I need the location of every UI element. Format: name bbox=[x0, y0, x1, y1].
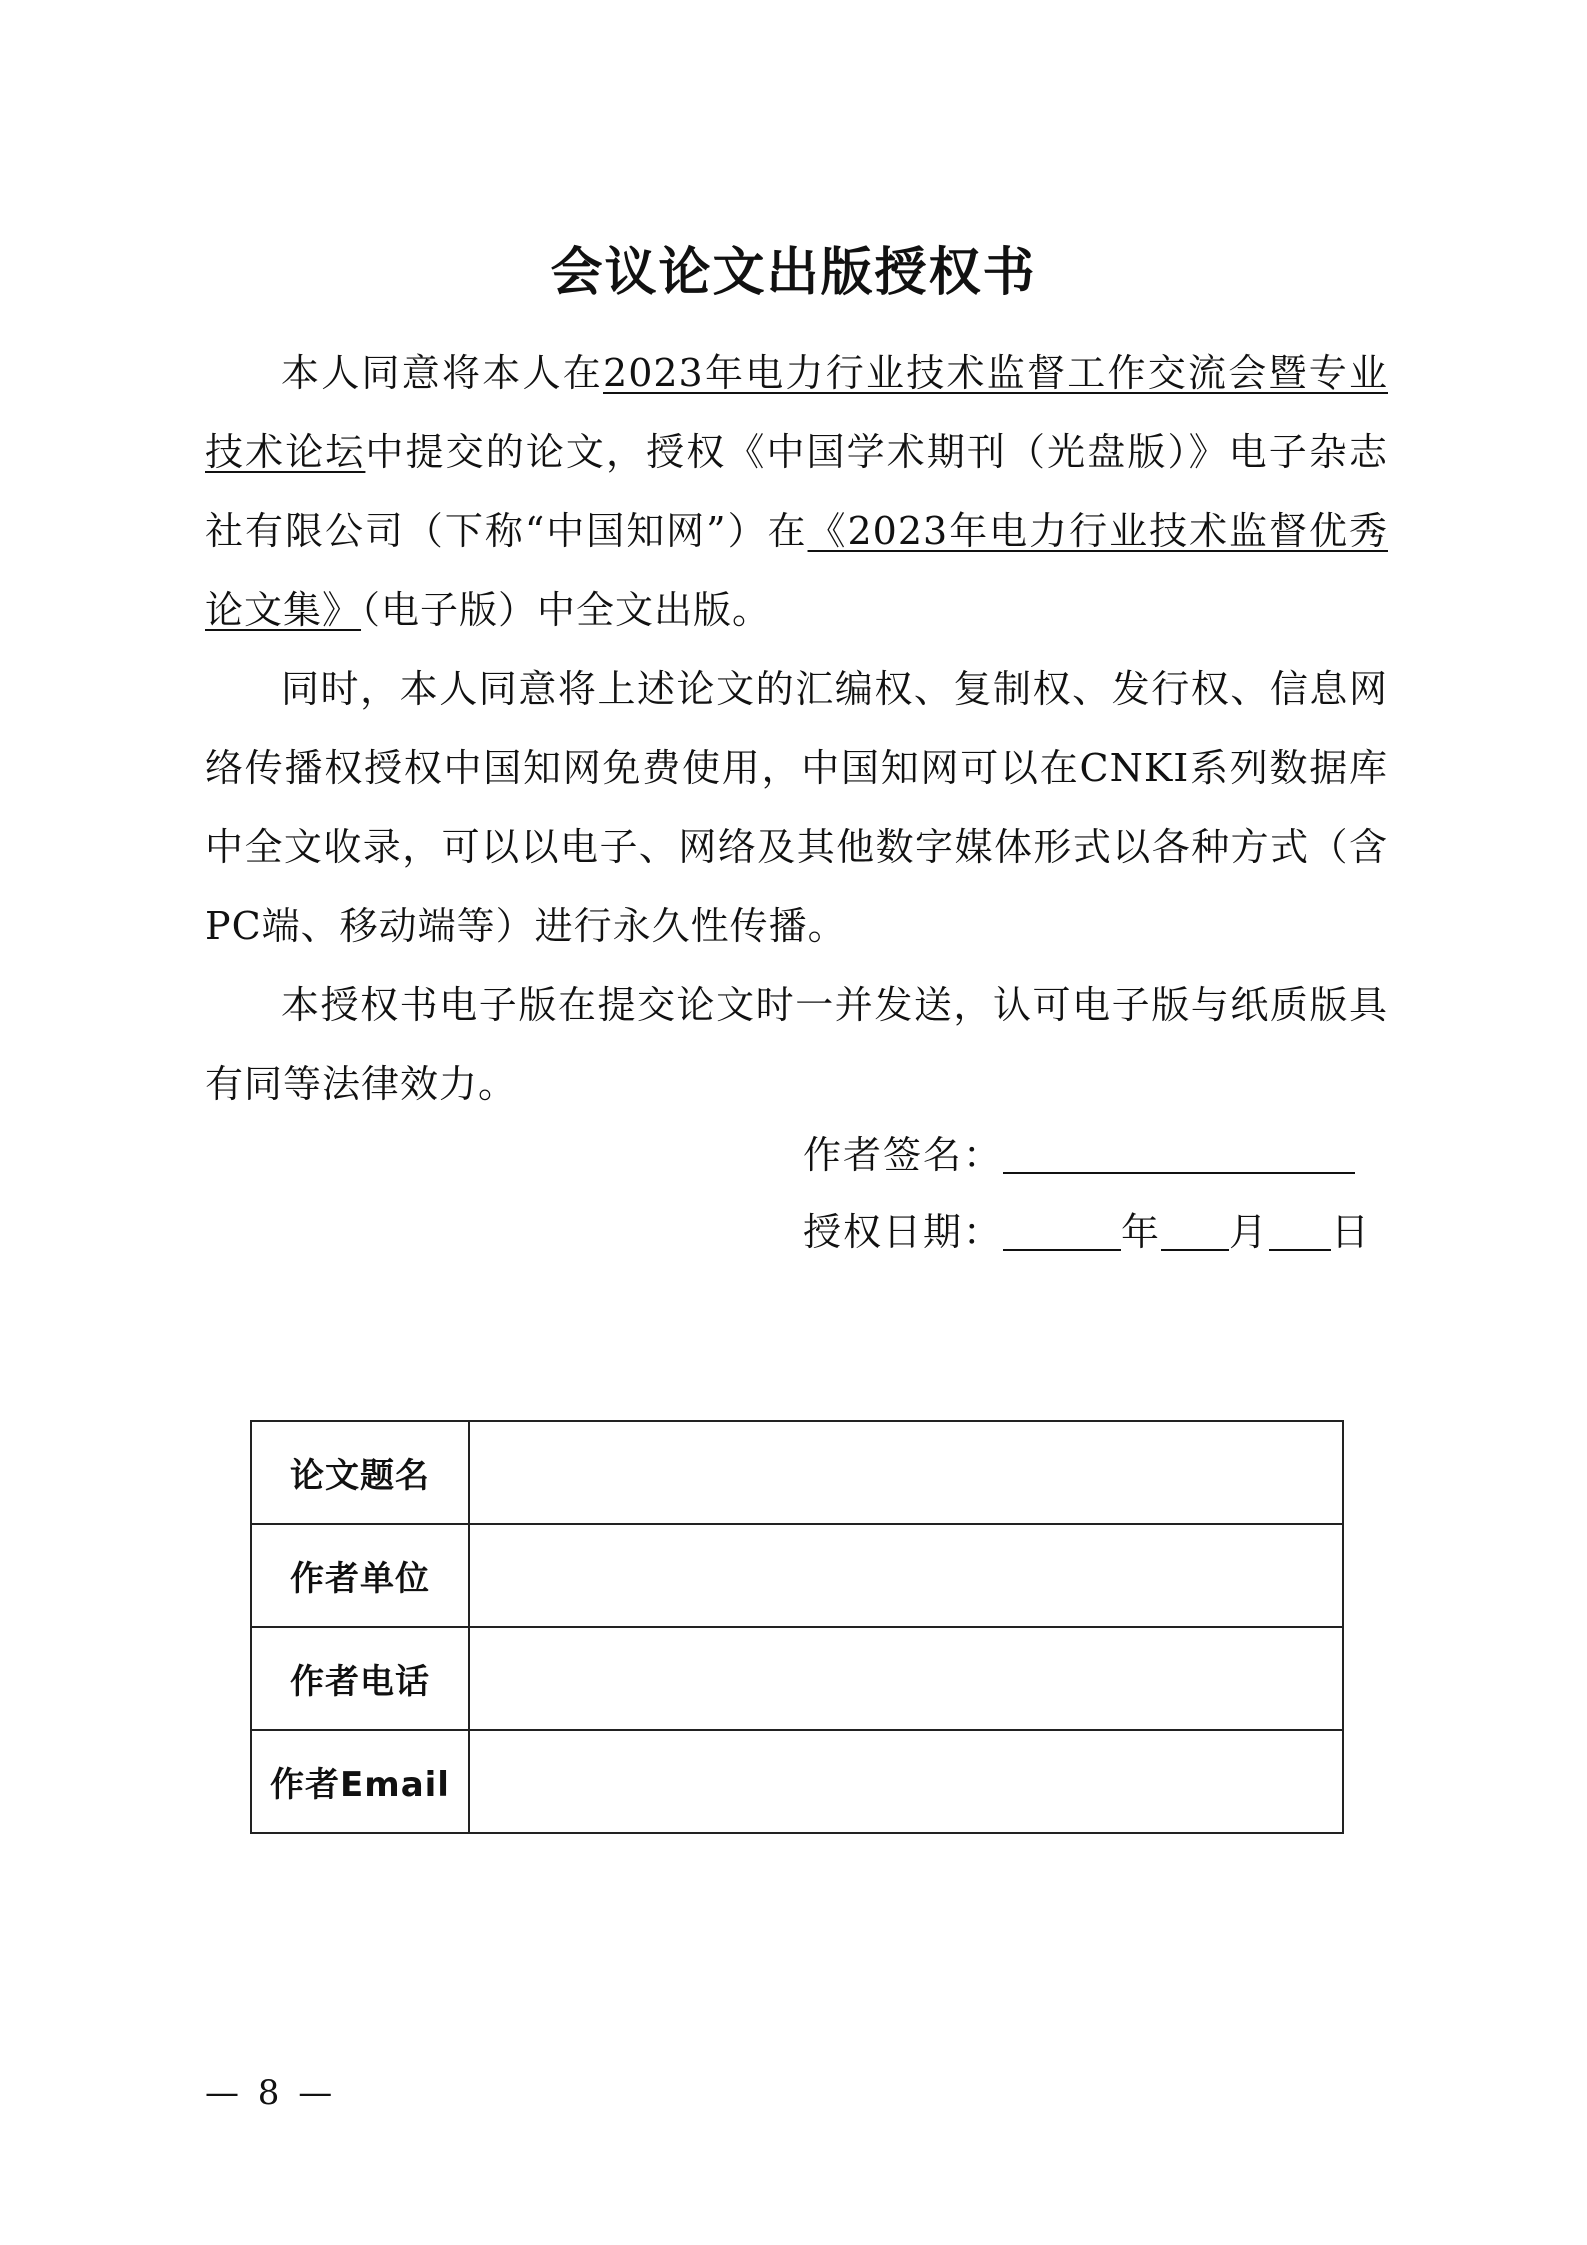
author-phone-field[interactable] bbox=[469, 1627, 1343, 1730]
author-affiliation-field[interactable] bbox=[469, 1524, 1343, 1627]
paragraph1-end: （电子版）中全文出版。 bbox=[361, 588, 772, 632]
paragraph1-intro: 本人同意将本人在 bbox=[281, 351, 604, 395]
author-phone-label: 作者电话 bbox=[251, 1627, 469, 1730]
paragraph1-middle: 中提交的论文，授权《中国学术期刊（光盘版）》电子杂志社有限公司（下称“中国知网”）在 bbox=[205, 430, 1388, 553]
signature-blank[interactable] bbox=[1003, 1132, 1355, 1174]
paragraph-authorization bbox=[205, 334, 1388, 650]
collection-name: 《2023年电力行业技术监督优秀论文集》 bbox=[205, 509, 1388, 632]
paragraph-validity: 本授权书电子版在提交论文时一并发送，认可电子版与纸质版具有同等法律效力。 bbox=[205, 983, 1388, 1106]
day-blank[interactable] bbox=[1269, 1209, 1331, 1251]
table-row bbox=[251, 1524, 1343, 1627]
author-email-label: 作者Email bbox=[251, 1730, 469, 1833]
paragraph-rights: 同时，本人同意将上述论文的汇编权、复制权、发行权、信息网络传播权授权中国知网免费使用，中国知网可以在CNKI系列数据库中全文收录，可以以电子、网络及其他数字媒体形式以各种方式（含PC端、移动端等）进行永久性传播。 bbox=[205, 667, 1388, 948]
day-label: 日 bbox=[1331, 1210, 1372, 1254]
year-label: 年 bbox=[1121, 1210, 1162, 1254]
date-label: 授权日期： bbox=[803, 1210, 1004, 1254]
month-label: 月 bbox=[1229, 1210, 1270, 1254]
document-body bbox=[205, 334, 1388, 1124]
signature-label: 作者签名： bbox=[803, 1133, 1004, 1177]
table-row bbox=[251, 1421, 1343, 1524]
author-affiliation-label: 作者单位 bbox=[251, 1524, 469, 1627]
month-blank[interactable] bbox=[1161, 1209, 1229, 1251]
signature-line bbox=[803, 1125, 1355, 1185]
table-row bbox=[251, 1627, 1343, 1730]
author-email-field[interactable] bbox=[469, 1730, 1343, 1833]
document-title: 会议论文出版授权书 bbox=[550, 243, 1037, 303]
year-blank[interactable] bbox=[1003, 1209, 1121, 1251]
paper-info-table bbox=[250, 1420, 1344, 1834]
paper-title-label: 论文题名 bbox=[251, 1421, 469, 1524]
paper-title-field[interactable] bbox=[469, 1421, 1343, 1524]
table-row bbox=[251, 1730, 1343, 1833]
date-line bbox=[803, 1202, 1371, 1262]
page-number: — 8 — bbox=[205, 2073, 337, 2113]
conference-name: 2023年电力行业技术监督工作交流会暨专业技术论坛 bbox=[205, 351, 1388, 474]
